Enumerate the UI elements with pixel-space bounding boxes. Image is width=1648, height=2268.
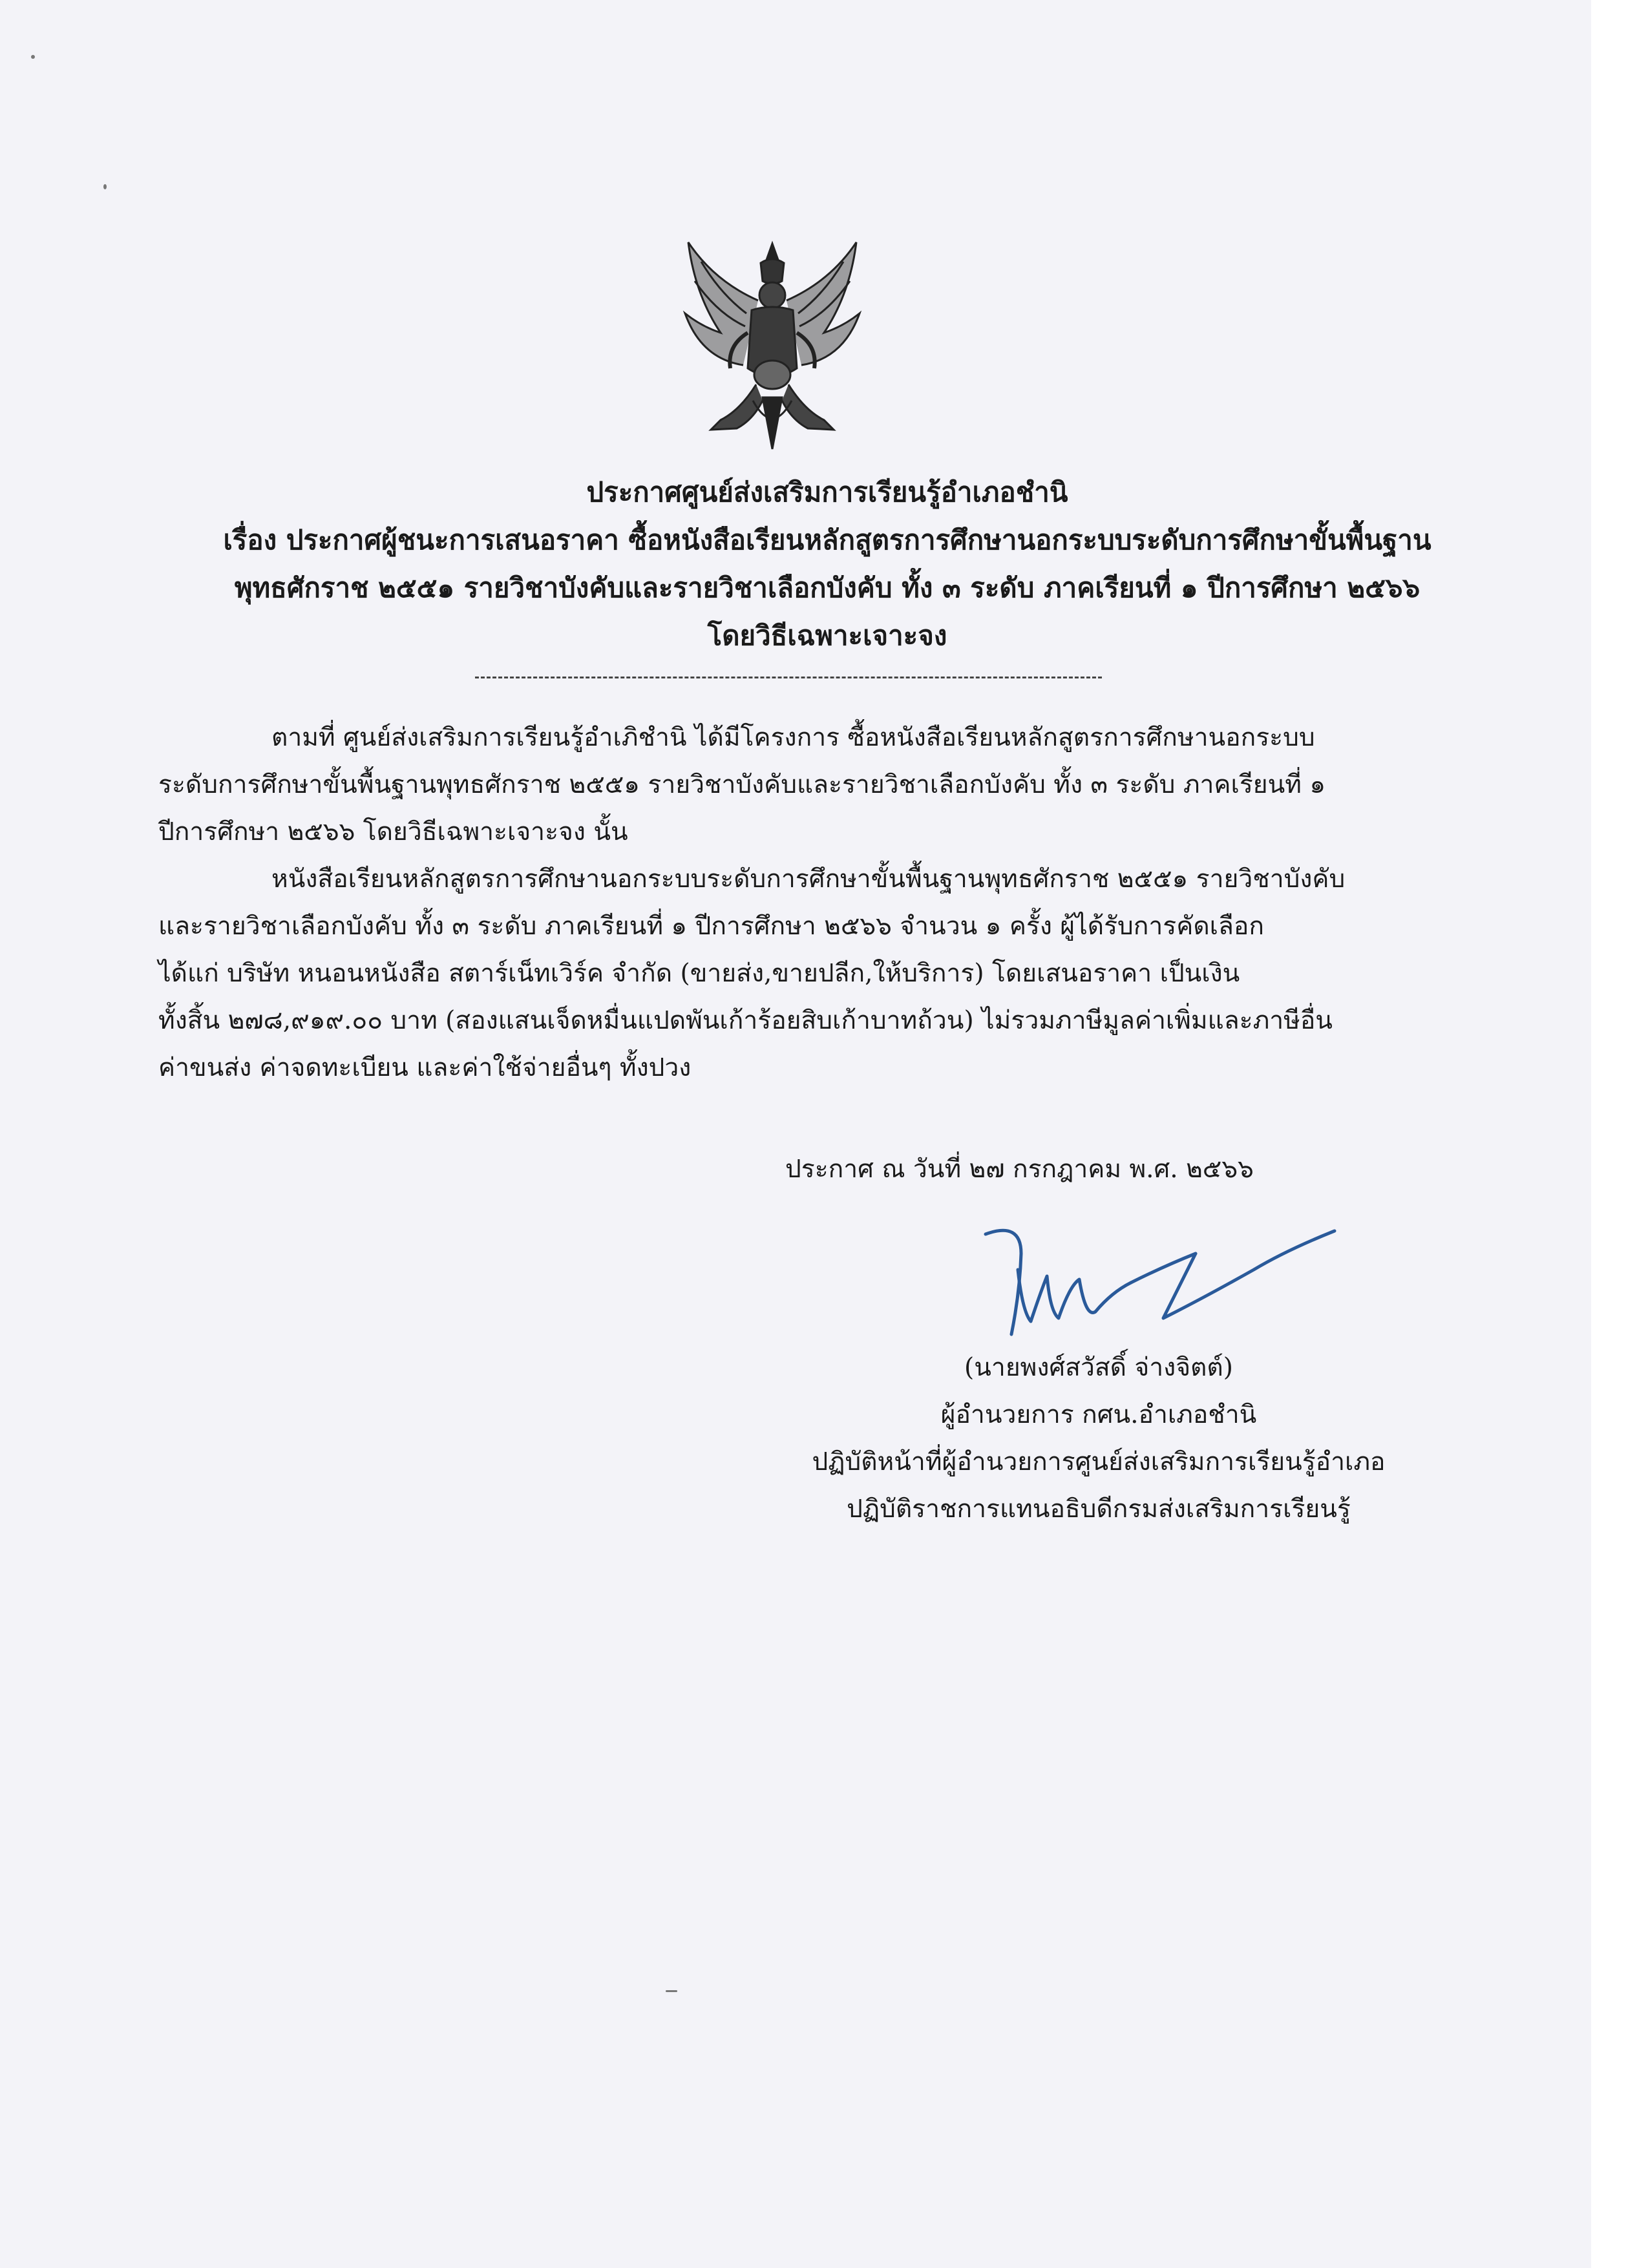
announcement-header xyxy=(129,468,1525,660)
scan-speck xyxy=(103,184,107,189)
signer-title-2: ปฏิบัติหน้าที่ผู้อำนวยการศูนย์ส่งเสริมการเรียนรู้อำเภอ xyxy=(812,1447,1386,1476)
signatory-block xyxy=(750,1344,1448,1533)
scan-speck xyxy=(666,1990,677,1992)
paragraph-1-line: ระดับการศึกษาขั้นพื้นฐานพุทธศักราช ๒๕๕๑ รายวิชาบังคับและรายวิชาเลือกบังคับ ทั้ง ๓ ระดับ ภาคเรียนที่ ๑ xyxy=(158,770,1326,799)
signer-title-1: ผู้อำนวยการ กศน.อำเภอชำนิ xyxy=(940,1400,1257,1429)
dashed-divider xyxy=(475,677,1102,678)
header-line-4: โดยวิธีเฉพาะเจาะจง xyxy=(707,620,947,651)
header-line-2: เรื่อง ประกาศผู้ชนะการเสนอราคา ซื้อหนังสือเรียนหลักสูตรการศึกษานอกระบบระดับการศึกษาขั้นพื้นฐาน xyxy=(223,524,1431,556)
paragraph-2-line: หนังสือเรียนหลักสูตรการศึกษานอกระบบระดับการศึกษาขั้นพื้นฐานพุทธศักราช ๒๕๕๑ รายวิชาบังคับ xyxy=(271,865,1346,894)
handwritten-signature xyxy=(982,1215,1344,1344)
signer-title-3: ปฏิบัติราชการแทนอธิบดีกรมส่งเสริมการเรียนรู้ xyxy=(847,1495,1351,1524)
paragraph-2-line: ค่าขนส่ง ค่าจดทะเบียน และค่าใช้จ่ายอื่นๆ ทั้งปวง xyxy=(158,1053,692,1082)
scan-margin-strip xyxy=(1591,0,1648,2268)
paragraph-2-line: ทั้งสิ้น ๒๗๘,๙๑๙.๐๐ บาท (สองแสนเจ็ดหมื่นแปดพันเก้าร้อยสิบเก้าบาทถ้วน) ไม่รวมภาษีมูลค่าเพิ่มและภาษีอื่น xyxy=(158,1006,1333,1035)
signer-name: (นายพงศ์สวัสดิ์ จ่างจิตต์) xyxy=(964,1353,1233,1382)
garuda-emblem-icon xyxy=(675,236,869,456)
paragraph-2-line: และรายวิชาเลือกบังคับ ทั้ง ๓ ระดับ ภาคเรียนที่ ๑ ปีการศึกษา ๒๕๖๖ จำนวน ๑ ครั้ง ผู้ได้รับการคัดเลือก xyxy=(158,912,1264,941)
announcement-date: ประกาศ ณ วันที่ ๒๗ กรกฎาคม พ.ศ. ๒๕๖๖ xyxy=(785,1155,1254,1184)
header-line-3: พุทธศักราช ๒๕๕๑ รายวิชาบังคับและรายวิชาเลือกบังคับ ทั้ง ๓ ระดับ ภาคเรียนที่ ๑ ปีการศึกษา ๒๕๖๖ xyxy=(234,572,1421,604)
paragraph-1-line: ตามที่ ศูนย์ส่งเสริมการเรียนรู้อำเภิชำนิ ได้มีโครงการ ซื้อหนังสือเรียนหลักสูตรการศึกษานอกระบบ xyxy=(271,723,1315,752)
scan-speck xyxy=(31,55,35,59)
paragraph-1-line: ปีการศึกษา ๒๕๖๖ โดยวิธีเฉพาะเจาะจง นั้น xyxy=(158,817,628,846)
header-line-1: ประกาศศูนย์ส่งเสริมการเรียนรู้อำเภอชำนิ xyxy=(586,476,1068,508)
paragraph-2-line: ได้แก่ บริษัท หนอนหนังสือ สตาร์เน็ทเวิร์ค จำกัด (ขายส่ง,ขายปลีก,ให้บริการ) โดยเสนอราคา เป็นเงิน xyxy=(158,959,1240,988)
announcement-body xyxy=(158,714,1419,1091)
